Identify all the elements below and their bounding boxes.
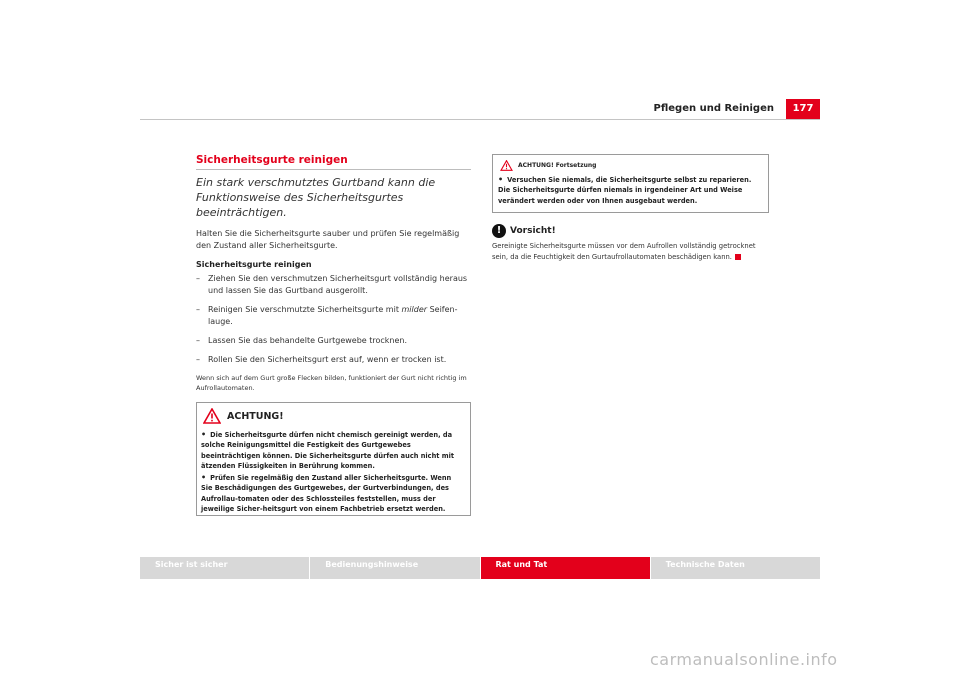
warning-continued-header	[500, 160, 762, 171]
warning-item-text: Prüfen Sie regelmäßig den Zustand aller Sicherheitsgurte. Wenn Sie Beschädigungen des Gurtgewebes, der Gurtverbindungen, des Aufrollau-tomaten oder des Schlossteiles feststellen, muss der jeweilige Sicher-heitsgurt von einem Fachbetrieb ersetzt werden.	[201, 474, 452, 514]
bullet: •	[498, 175, 504, 184]
exclamation-circle-icon: !	[492, 224, 506, 238]
warning-item	[498, 175, 762, 206]
warning-title: ACHTUNG!	[227, 410, 284, 422]
step-item	[196, 273, 472, 297]
footer-navigation	[140, 557, 820, 579]
step-text-emphasis: milder	[401, 305, 428, 314]
step-text: Seifen-lauge.	[208, 305, 458, 326]
step-text: Ziehen Sie den verschmutzen Sicherheitsgurt vollständig heraus und lassen Sie das Gurtband ausgerollt.	[208, 274, 468, 295]
page-number: 177	[786, 99, 820, 119]
caution-text-body: Gereinigte Sicherheitsgurte müssen vor dem Aufrollen vollständig getrocknet sein, da die Feuchtigkeit den Gurtaufrollautomaten beschädigen kann.	[492, 242, 756, 261]
warning-continued-title: ACHTUNG! Fortsetzung	[518, 162, 597, 169]
intro-paragraph: Halten Sie die Sicherheitsgurte sauber und prüfen Sie regelmäßig den Zustand aller Sicherheitsgurte.	[196, 229, 460, 250]
footer-tab-technische-daten[interactable]: Technische Daten	[651, 557, 820, 579]
warning-item-text: Die Sicherheitsgurte dürfen nicht chemisch gereinigt werden, da solche Reinigungsmittel die Festigkeit des Gurtgewebes beeinträchtigen können. Die Sicherheitsgurte dürfen auch nicht mit ätzenden Flüssigkeiten in Berührung kommen.	[201, 431, 455, 470]
page-header-title: Pflegen und Reinigen	[653, 103, 774, 114]
caution-header	[492, 224, 769, 238]
warning-item-text: Versuchen Sie niemals, die Sicherheitsgurte selbst zu reparieren. Die Sicherheitsgurte dürfen niemals in irgendeiner Art und Weise verändert werden oder von Ihnen ausgebaut werden.	[498, 176, 752, 205]
step-text: Reinigen Sie verschmutzte Sicherheitsgurte mit	[208, 305, 402, 314]
step-dash: –	[196, 355, 200, 364]
step-dash: –	[196, 336, 200, 345]
bullet: •	[201, 430, 207, 439]
end-marker-icon	[735, 254, 741, 260]
step-dash: –	[196, 274, 200, 283]
note-text: Wenn sich auf dem Gurt große Flecken bilden, funktioniert der Gurt nicht richtig im Aufrollautomaten.	[196, 374, 467, 392]
step-text: Rollen Sie den Sicherheitsgurt erst auf, wenn er trocken ist.	[208, 355, 447, 364]
steps-heading: Sicherheitsgurte reinigen	[196, 260, 312, 269]
bullet: •	[201, 473, 207, 483]
header-divider	[140, 119, 820, 120]
warning-triangle-icon	[203, 408, 221, 424]
caution-text	[492, 241, 769, 262]
caution-block	[492, 224, 769, 262]
warning-triangle-icon	[500, 160, 513, 171]
warning-continued-box	[492, 154, 769, 213]
caution-title: Vorsicht!	[510, 226, 556, 236]
warning-item	[201, 473, 464, 514]
footer-tab-bedienungshinweise[interactable]: Bedienungshinweise	[310, 557, 479, 579]
step-text: Lassen Sie das behandelte Gurtgewebe trocknen.	[208, 336, 408, 345]
step-item	[196, 354, 472, 366]
watermark: carmanualsonline.info	[650, 650, 838, 669]
section-title: Sicherheitsgurte reinigen	[196, 154, 348, 166]
warning-header	[203, 408, 464, 424]
step-item	[196, 335, 472, 347]
warning-box	[196, 402, 471, 516]
section-subtitle: Ein stark verschmutztes Gurtband kann die Funktionsweise des Sicherheitsgurtes beeinträchtigen.	[196, 176, 436, 219]
step-dash: –	[196, 305, 200, 314]
left-column	[196, 154, 472, 393]
section-divider	[196, 169, 471, 170]
warning-item	[201, 430, 464, 471]
footer-tab-rat-und-tat[interactable]: Rat und Tat	[481, 557, 650, 579]
footer-tab-sicher-ist-sicher[interactable]: Sicher ist sicher	[140, 557, 309, 579]
step-item	[196, 304, 472, 328]
